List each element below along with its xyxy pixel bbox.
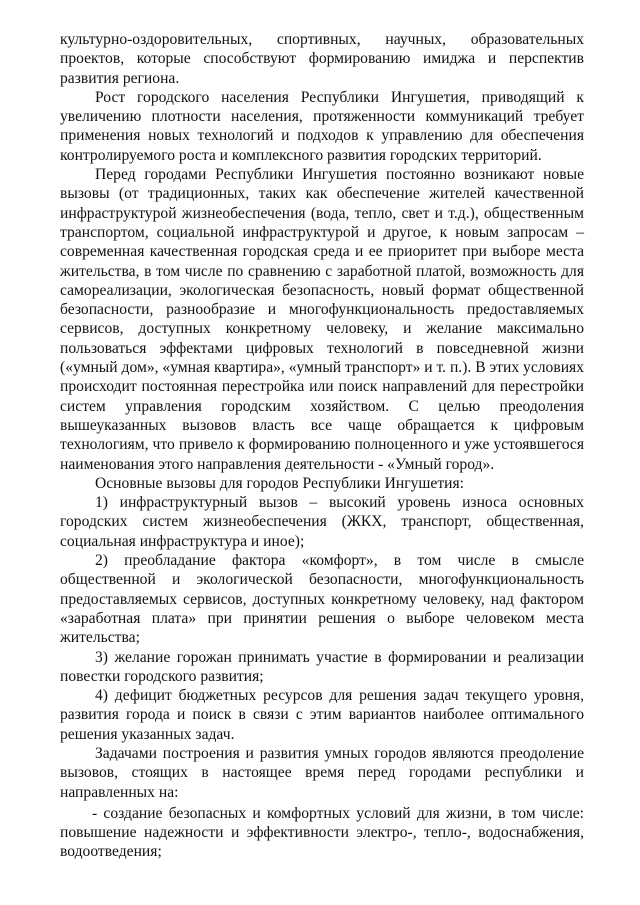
list-item-challenge-1: 1) инфраструктурный вызов – высокий уровень износа основных городских систем жизнеобеспечения (ЖКХ, транспорт, общественная, социальная инфраструктура и иное);	[60, 494, 584, 550]
paragraph-main-challenges-heading: Основные вызовы для городов Республики Ингушетия:	[95, 474, 465, 492]
list-item-bullet-safety: - создание безопасных и комфортных условий для жизни, в том числе: повышение надежности и эффективности электро-, тепло-, водоснабжения, водоотведения;	[60, 804, 584, 861]
paragraph-urban-growth: Рост городского населения Республики Ингушетия, приводящий к увеличению плотности населения, протяженности коммуникаций требует применения новых технологий и подходов к управлению для обеспечения контролируемого роста и комплексного развития городских территорий.	[60, 88, 584, 164]
list-item-challenge-2: 2) преобладание фактора «комфорт», в том числе в смысле общественной и экологической безопасности, многофункциональность предоставляемых сервисов, доступных конкретному человеку, над фактором «заработная плата» при принятии решения о выборе человеком места жительства;	[60, 552, 584, 647]
list-item-challenge-4: 4) дефицит бюджетных ресурсов для решения задач текущего уровня, развития города и поиск в связи с этим вариантов наиболее оптимального решения указанных задач.	[60, 687, 584, 743]
paragraph-tasks: Задачами построения и развития умных городов являются преодоление вызовов, стоящих в настоящее время перед городами республики и направленных на:	[60, 744, 584, 801]
list-item-challenge-3: 3) желание горожан принимать участие в формировании и реализации повестки городского развития;	[60, 648, 584, 685]
paragraph-challenges: Перед городами Республики Ингушетия постоянно возникают новые вызовы (от традиционных, таких как обеспечение жителей качественной инфраструктурой жизнеобеспечения (вода, тепло, свет и т.д.), общественным транспортом, социальной инфраструктурой и другое, к новым запросам – современная качественная городская среда и ее приоритет при выборе места жительства, в том числе по сравнению с заработной платой, возможность для самореализации, экологическая безопасность, новый формат общественной безопасности, разнообразие и многофункциональность предоставляемых сервисов, доступных конкретному человеку, и желание максимально пользоваться эффектами цифровых технологий в повседневной жизни («умный дом», «умная квартира», «умный транспорт» и т. п.). В этих условиях происходит постоянная перестройка или поиск направлений для перестройки систем управления городским хозяйством. С целью преодоления вышеуказанных вызовов власть все чаще обращается к цифровым технологиям, что привело к формированию полноценного и уже устоявшегося наименования этого направления деятельности - «Умный город».	[60, 166, 585, 473]
paragraph-intro-continuation: культурно-оздоровительных, спортивных, научных, образовательных проектов, которые способствуют формированию имиджа и перспектив развития региона.	[60, 31, 584, 87]
document-page	[60, 30, 584, 862]
